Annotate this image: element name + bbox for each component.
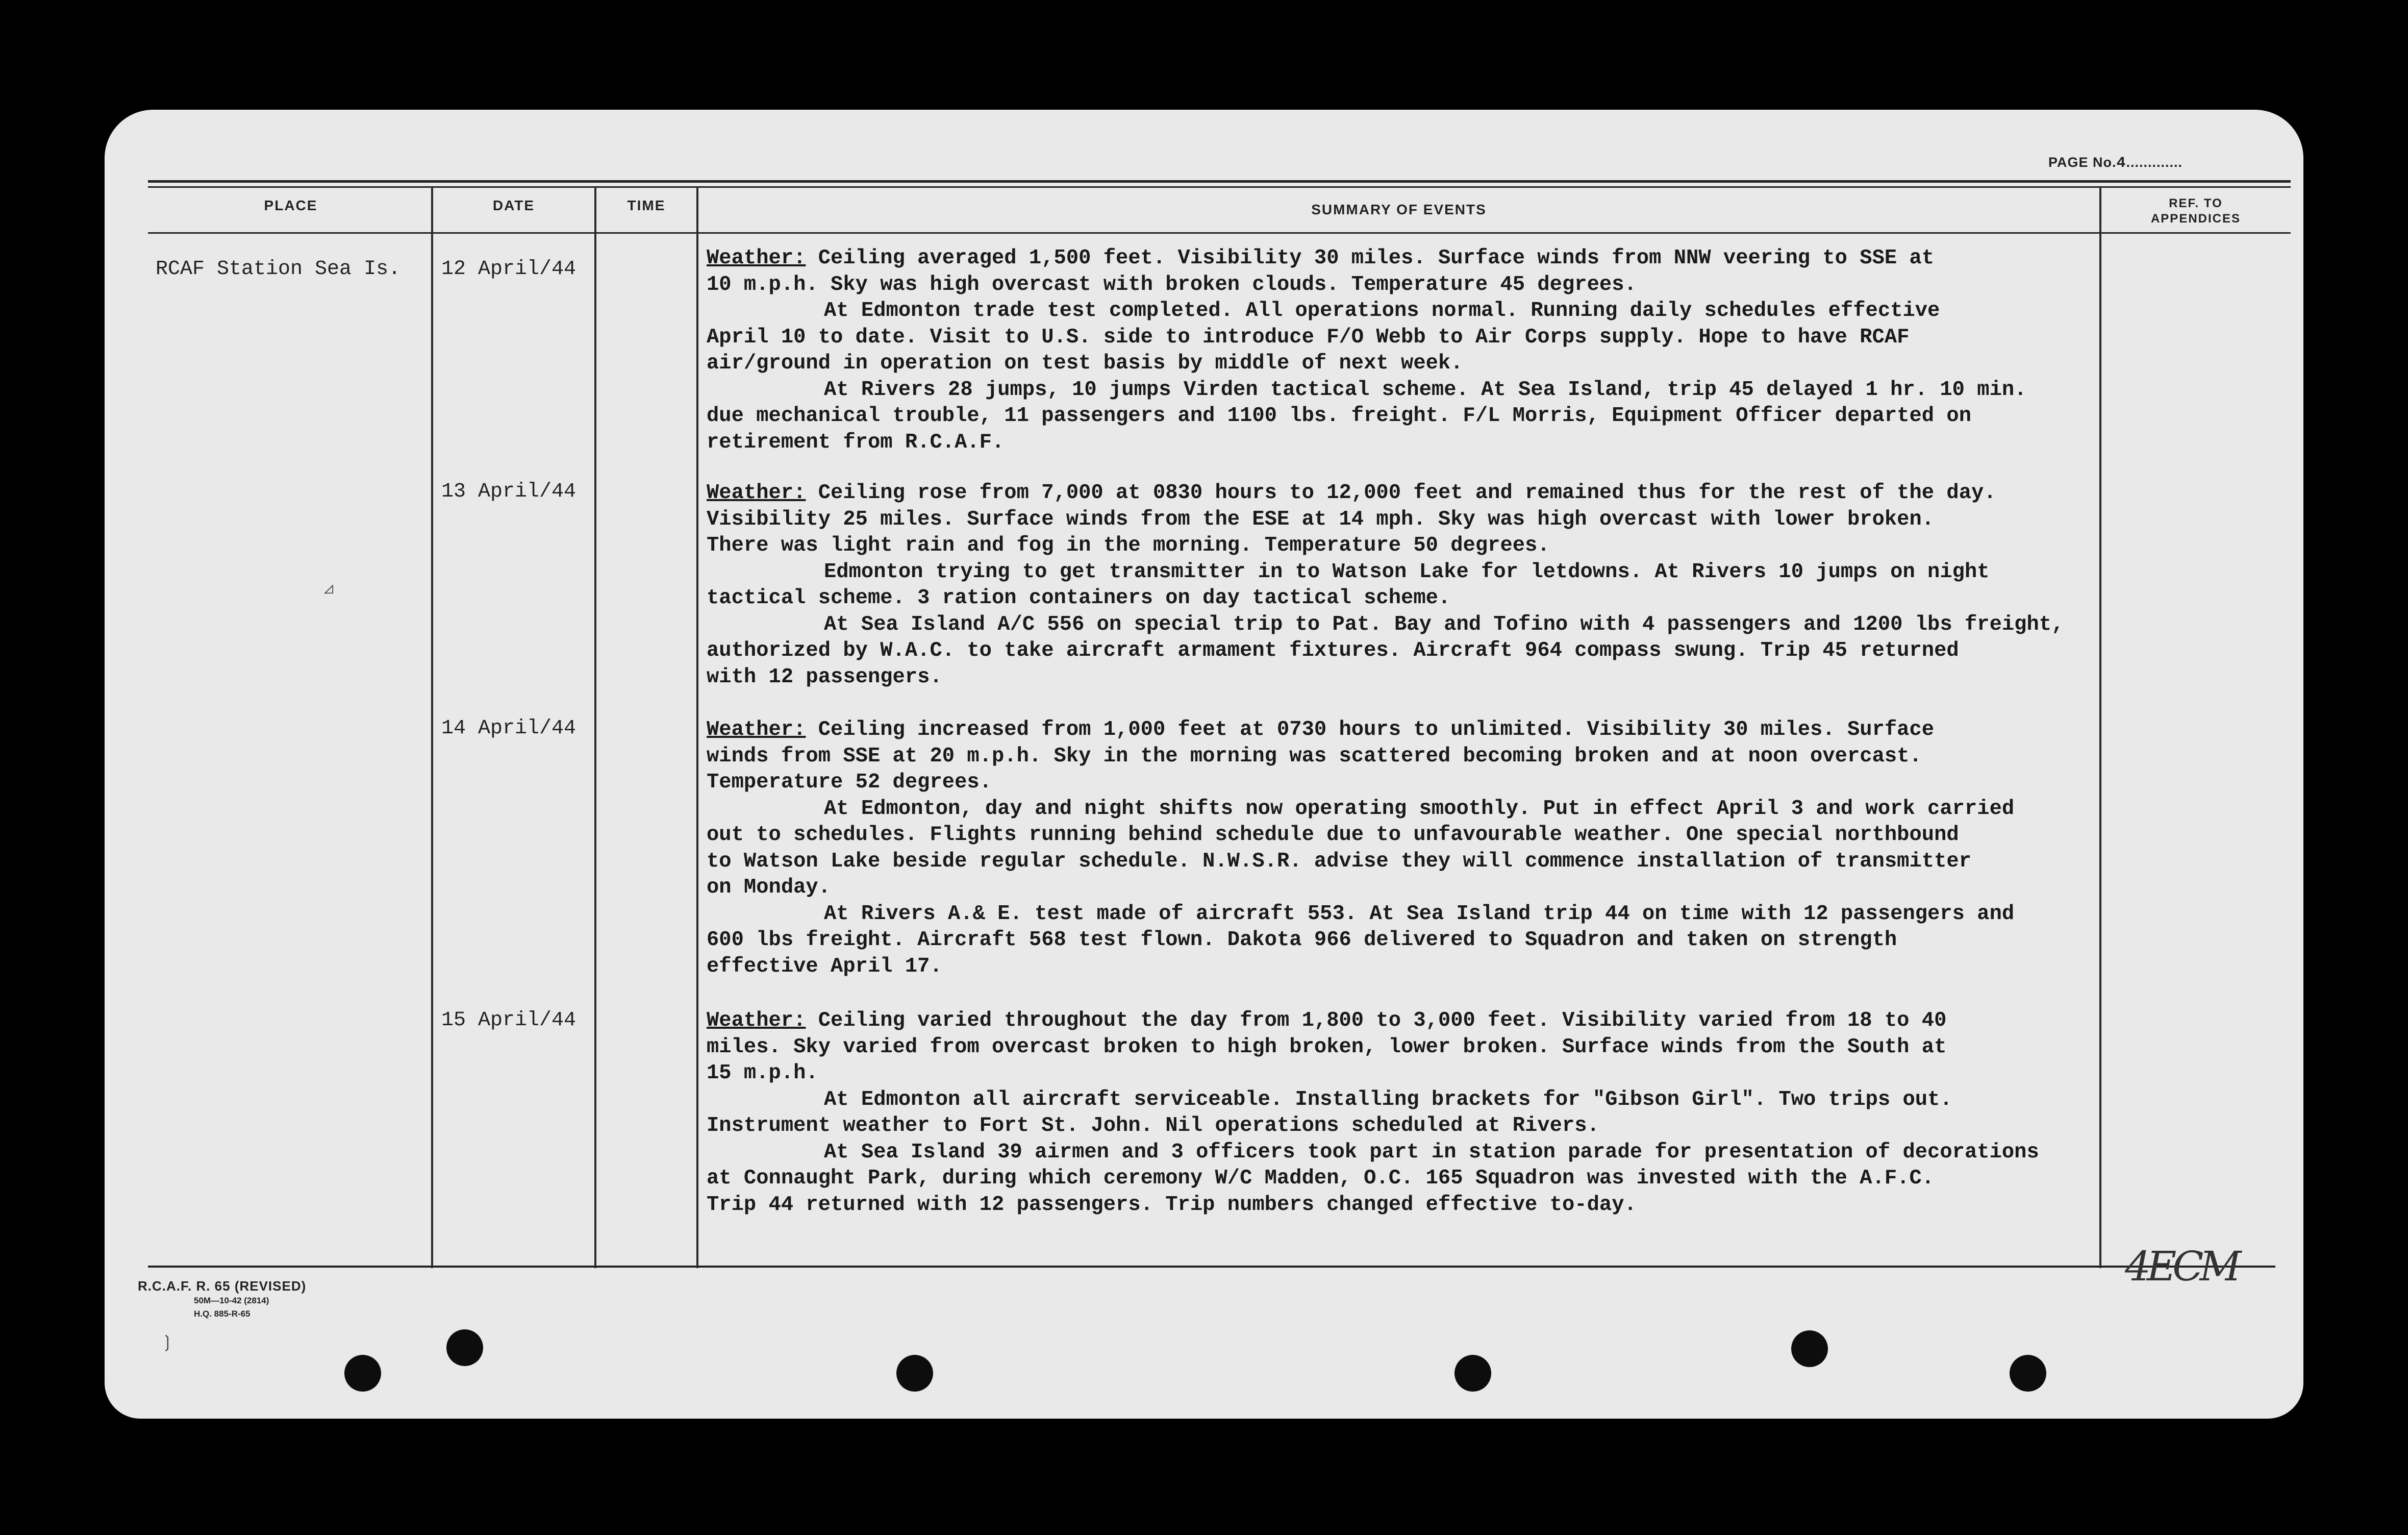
entry-line: air/ground in operation on test basis by middle of next week.	[707, 352, 1463, 375]
header-ref-line1: REF. TO	[2169, 196, 2223, 210]
header-ref-line2: APPENDICES	[2150, 212, 2241, 226]
entry-first-line	[707, 717, 2196, 744]
column-divider-date	[594, 186, 596, 1268]
entry-first-line	[707, 245, 2196, 272]
binder-hole	[896, 1355, 933, 1392]
entry-line: Visibility 25 miles. Surface winds from the ESE at 14 mph. Sky was high overcast with lower broken.	[707, 507, 1935, 531]
page-number-dots: .............	[2126, 155, 2183, 170]
entry-first-line-text: Ceiling increased from 1,000 feet at 0730 hours to unlimited. Visibility 30 miles. Surface	[806, 718, 1935, 741]
column-divider-place	[431, 186, 433, 1268]
header-rule	[148, 186, 2291, 188]
entry-line: winds from SSE at 20 m.p.h. Sky in the morning was scattered becoming broken and at noon overcast.	[707, 744, 1922, 768]
binder-hole	[344, 1355, 381, 1392]
entry-summary	[707, 717, 2196, 980]
entry-line: due mechanical trouble, 11 passengers and 1100 lbs. freight. F/L Morris, Equipment Officer departed on	[707, 404, 1972, 428]
weather-label: Weather:	[707, 1009, 806, 1032]
header-summary: SUMMARY OF EVENTS	[1311, 202, 1487, 217]
entry-date: 12 April/44	[441, 258, 576, 281]
entry-date: 15 April/44	[441, 1009, 576, 1032]
binder-hole	[446, 1329, 483, 1366]
entry-line: At Rivers 28 jumps, 10 jumps Virden tactical scheme. At Sea Island, trip 45 delayed 1 hr. 10 min.	[824, 378, 2027, 402]
entry-line: to Watson Lake beside regular schedule. N.W.S.R. advise they will commence installation of transmitter	[707, 849, 1972, 873]
entry-line: At Sea Island A/C 556 on special trip to Pat. Bay and Tofino with 4 passengers and 1200 lbs freight,	[824, 612, 2064, 636]
binder-hole	[1454, 1355, 1491, 1392]
entry-first-line	[707, 480, 2196, 507]
entry-date: 14 April/44	[441, 717, 576, 740]
entry-line: miles. Sky varied from overcast broken to high broken, lower broken. Surface winds from the South at	[707, 1035, 1947, 1059]
entry-first-line-text: Ceiling rose from 7,000 at 0830 hours to 12,000 feet and remained thus for the rest of the day.	[806, 481, 1996, 505]
entry-line: At Edmonton trade test completed. All operations normal. Running daily schedules effective	[824, 299, 1940, 323]
entry-first-line	[707, 1008, 2196, 1034]
entry-line: 10 m.p.h. Sky was high overcast with broken clouds. Temperature 45 degrees.	[707, 273, 1637, 296]
weather-label: Weather:	[707, 718, 806, 741]
binder-hole	[2010, 1355, 2046, 1392]
entry-line: effective April 17.	[707, 954, 942, 978]
weather-label: Weather:	[707, 246, 806, 270]
bottom-rule	[148, 1266, 2275, 1268]
page-number-label: PAGE No.	[2048, 155, 2117, 170]
stray-mark: ❳	[161, 1332, 173, 1355]
entry-line: At Edmonton all aircraft serviceable. Installing brackets for "Gibson Girl". Two trips out.	[824, 1087, 1952, 1111]
diary-page	[105, 110, 2303, 1419]
page-number-value: 4	[2116, 155, 2126, 172]
entry-line: tactical scheme. 3 ration containers on day tactical scheme.	[707, 586, 1451, 610]
entry-line: out to schedules. Flights running behind schedule due to unfavourable weather. One special northbound	[707, 823, 1959, 847]
entry-line: retirement from R.C.A.F.	[707, 430, 1005, 454]
entry-summary	[707, 480, 2196, 690]
entry-line: 600 lbs freight. Aircraft 568 test flown. Dakota 966 delivered to Squadron and taken on strength	[707, 928, 1897, 952]
form-number-line2: 50M—10-42 (2814)	[194, 1296, 269, 1305]
entry-line: Instrument weather to Fort St. John. Nil operations scheduled at Rivers.	[707, 1114, 1599, 1137]
header-date: DATE	[492, 197, 535, 213]
header-time: TIME	[627, 197, 666, 213]
column-divider-time	[696, 186, 698, 1268]
binder-hole	[1791, 1330, 1828, 1367]
entry-line: authorized by W.A.C. to take aircraft armament fixtures. Aircraft 964 compass swung. Trip 45 returned	[707, 639, 1959, 662]
entry-line: At Rivers A.& E. test made of aircraft 553. At Sea Island trip 44 on time with 12 passengers and	[824, 902, 2015, 926]
form-number-line1: R.C.A.F. R. 65 (REVISED)	[138, 1278, 307, 1294]
header-place: PLACE	[264, 197, 318, 213]
entry-line: with 12 passengers.	[707, 665, 942, 689]
entry-line: Edmonton trying to get transmitter in to Watson Lake for letdowns. At Rivers 10 jumps on night	[824, 560, 1990, 584]
entry-summary	[707, 245, 2196, 456]
header-bottom-rule	[148, 232, 2291, 234]
weather-label: Weather:	[707, 481, 806, 505]
entry-line: Trip 44 returned with 12 passengers. Trip numbers changed effective to-day.	[707, 1193, 1637, 1217]
entry-line: on Monday.	[707, 876, 831, 899]
entry-line: at Connaught Park, during which ceremony W/C Madden, O.C. 165 Squadron was invested with the A.F.C.	[707, 1167, 1935, 1190]
entry-first-line-text: Ceiling averaged 1,500 feet. Visibility 30 miles. Surface winds from NNW veering to SSE at	[806, 246, 1935, 270]
entry-line: April 10 to date. Visit to U.S. side to introduce F/O Webb to Air Corps supply. Hope to have RCAF	[707, 325, 1910, 349]
stray-mark: ◿	[324, 581, 334, 598]
form-number	[138, 1278, 306, 1321]
entry-summary	[707, 1008, 2196, 1218]
entry-line: 15 m.p.h.	[707, 1061, 818, 1085]
entry-line: At Sea Island 39 airmen and 3 officers took part in station parade for presentation of decorations	[824, 1140, 2039, 1164]
form-number-line3: H.Q. 885-R-65	[194, 1309, 250, 1319]
handwritten-initials: 4ECM	[2125, 1243, 2238, 1290]
page-number	[2048, 155, 2183, 172]
entry-line: There was light rain and fog in the morning. Temperature 50 degrees.	[707, 534, 1550, 557]
entry-first-line-text: Ceiling varied throughout the day from 1,800 to 3,000 feet. Visibility varied from 18 to 40	[806, 1009, 1947, 1032]
entry-line: At Edmonton, day and night shifts now operating smoothly. Put in effect April 3 and work carried	[824, 797, 2015, 821]
place-value: RCAF Station Sea Is.	[156, 258, 401, 281]
top-rule	[148, 180, 2291, 183]
entry-date: 13 April/44	[441, 480, 576, 503]
entry-line: Temperature 52 degrees.	[707, 771, 992, 794]
